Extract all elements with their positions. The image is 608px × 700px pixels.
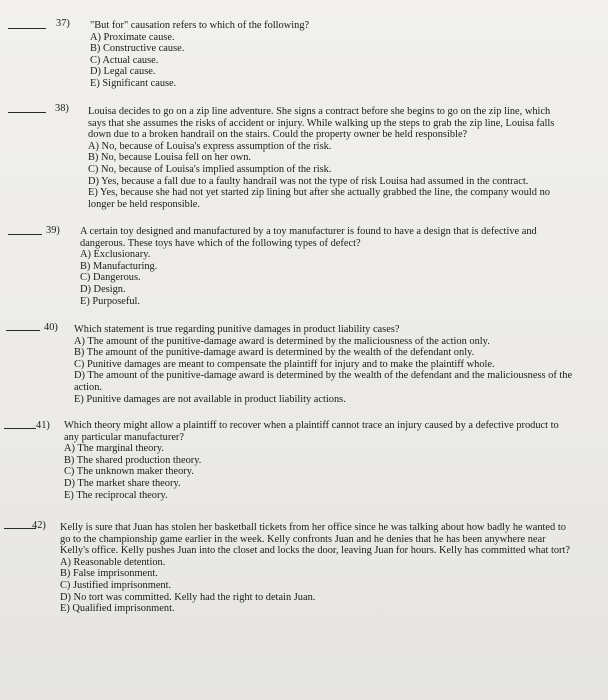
question-37: [90, 20, 570, 90]
answer-option: D) Legal cause.: [90, 66, 156, 78]
answer-option: D) Yes, because a fall due to a faulty handrail was not the type of risk Louisa had assumed in the contract.: [88, 175, 529, 187]
question-stem: "But for" causation refers to which of the following?: [90, 20, 310, 31]
question-stem: A certain toy designed and manufactured by a toy manufacturer is found to have a design that is defective and dangerous. These toys have which of the following types of defect?: [80, 226, 537, 249]
question-stem: Kelly is sure that Juan has stolen her basketball tickets from her office since he was talking about how badly he wanted to go to the championship game earlier in the week. Kelly confronts Juan and he denies that he has been anywhere near Kelly's office. Kelly pushes Juan into the closet and locks the door, leaving Juan for hours. Kelly has committed what tort?: [60, 522, 571, 557]
answer-blank[interactable]: [8, 28, 46, 29]
answer-option: A) The amount of the punitive-damage award is determined by the maliciousness of the action only.: [74, 335, 490, 347]
answer-option: B) Manufacturing.: [80, 260, 158, 272]
answer-option: A) Exclusionary.: [80, 249, 151, 261]
answer-option: E) The reciprocal theory.: [64, 489, 168, 501]
answer-blank[interactable]: [4, 428, 36, 429]
question-stem: Louisa decides to go on a zip line adventure. She signs a contract before she begins to go on the zip line, which says that she assumes the risks of accident or injury. While walking up the steps to grab the zip line, Louisa falls down due to a broken handrail on the stairs. Could the property owner be held responsible?: [88, 106, 555, 141]
answer-option: D) Design.: [80, 283, 126, 295]
question-42: [60, 522, 574, 615]
answer-option: C) Punitive damages are meant to compensate the plaintiff for injury and to make the plaintiff whole.: [74, 358, 495, 370]
answer-option: E) Significant cause.: [90, 77, 177, 89]
answer-option: E) Qualified imprisonment.: [60, 603, 175, 615]
question-number: 38): [55, 103, 69, 114]
answer-blank[interactable]: [8, 234, 42, 235]
answer-option: A) Proximate cause.: [90, 31, 175, 43]
answer-option: A) No, because of Louisa's express assumption of the risk.: [88, 140, 332, 152]
answer-option: C) The unknown maker theory.: [64, 466, 194, 478]
answer-option: B) The shared production theory.: [64, 454, 202, 466]
answer-option: C) Dangerous.: [80, 272, 141, 284]
answer-option: C) Actual cause.: [90, 54, 159, 66]
question-number: 37): [56, 18, 70, 29]
answer-option: E) Purposeful.: [80, 295, 141, 307]
answer-option: A) Reasonable detention.: [60, 556, 166, 568]
question-number: 39): [46, 225, 60, 236]
answer-option: D) No tort was committed. Kelly had the right to detain Juan.: [60, 591, 316, 603]
answer-option: B) The amount of the punitive-damage award is determined by the wealth of the defendant only.: [74, 347, 475, 359]
answer-option: C) No, because of Louisa's implied assumption of the risk.: [88, 163, 332, 175]
question-stem: Which theory might allow a plaintiff to recover when a plaintiff cannot trace an injury caused by a defective product to any particular manufacturer?: [64, 420, 559, 443]
answer-option: B) Constructive cause.: [90, 43, 185, 55]
answer-option: B) No, because Louisa fell on her own.: [88, 152, 252, 164]
question-number: 42): [32, 520, 46, 531]
answer-option: E) Yes, because she had not yet started zip lining but after she actually grabbed the line, the company would no longer be held responsible.: [88, 187, 550, 210]
question-39: [80, 226, 566, 307]
question-stem: Which statement is true regarding punitive damages in product liability cases?: [74, 324, 400, 335]
answer-option: B) False imprisonment.: [60, 568, 158, 580]
answer-option: A) The marginal theory.: [64, 443, 164, 455]
question-41: [64, 420, 574, 501]
answer-blank[interactable]: [8, 112, 46, 113]
answer-option: C) Justified imprisonment.: [60, 579, 172, 591]
answer-blank[interactable]: [6, 330, 40, 331]
question-number: 41): [36, 420, 50, 431]
question-38: [88, 106, 564, 210]
question-40: [74, 324, 574, 405]
question-number: 40): [44, 322, 58, 333]
answer-option: D) The amount of the punitive-damage award is determined by the wealth of the defendant and the maliciousness of the action.: [74, 370, 573, 393]
answer-option: E) Punitive damages are not available in product liability actions.: [74, 393, 346, 405]
answer-option: D) The market share theory.: [64, 477, 181, 489]
